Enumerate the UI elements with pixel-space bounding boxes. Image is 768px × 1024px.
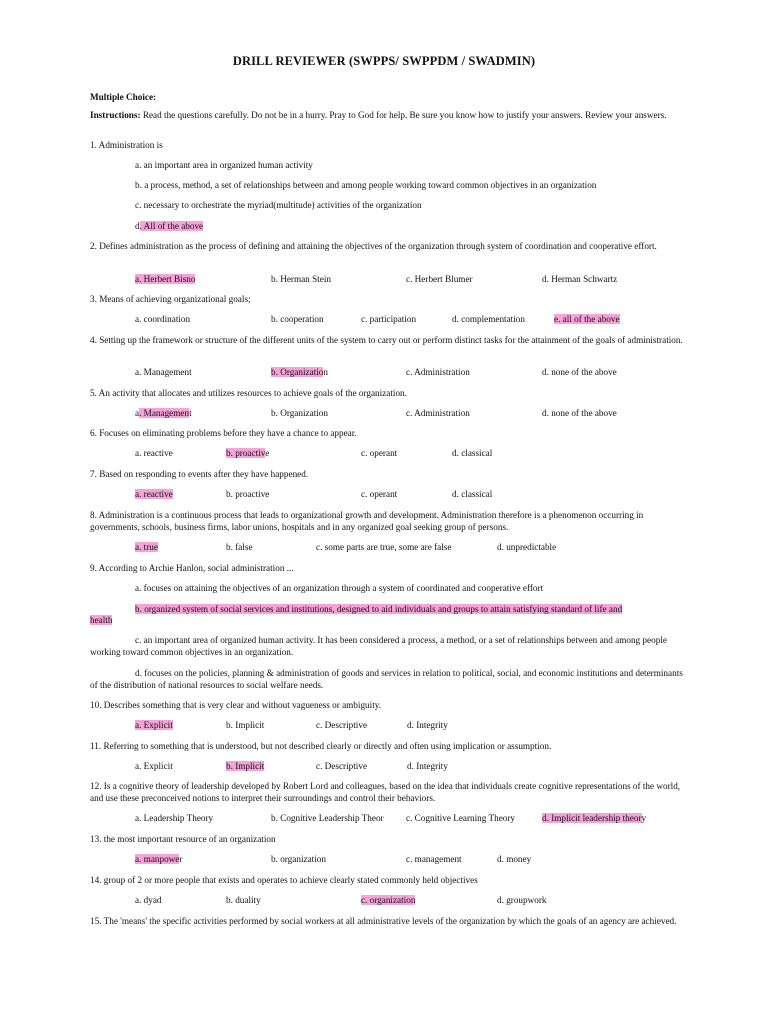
q8-option-b: b. false — [226, 542, 253, 552]
q14-answer-highlight: c. organization — [361, 895, 416, 905]
q9-option-b — [135, 604, 622, 616]
question-13: 13. the most important resource of an organization — [90, 834, 276, 844]
q4-option-b — [271, 367, 328, 379]
question-3: 3. Means of achieving organizational goals; — [90, 294, 251, 304]
q10-option-a — [135, 720, 173, 732]
q3-option-e — [554, 314, 620, 326]
instructions — [90, 110, 690, 122]
q5-option-b: b. Organization — [271, 408, 328, 418]
q3-option-a: a. coordination — [135, 314, 191, 324]
q11-option-c: c. Descriptive — [316, 761, 368, 771]
q12-option-a: a. Leadership Theory — [135, 813, 214, 823]
q12-option-d — [542, 813, 646, 825]
q13-option-c: c. management — [406, 854, 462, 864]
q5-option-a-prefix: a — [135, 408, 140, 418]
q10-option-b: b. Implicit — [226, 720, 265, 730]
instructions-label: Instructions: — [90, 110, 141, 120]
question-12: 12. Is a cognitive theory of leadership developed by Robert Lord and colleagues, based on the idea that individuals create cognitive representations of the world, and use these preconceived notions to interpret their surroundings and control their behaviors. — [90, 781, 681, 803]
question-15: 15. The 'means' the specific activities performed by social workers at all administrative levels of the organization by which the goals of an agency are achieved. — [90, 916, 677, 926]
q10-option-d: d. Integrity — [407, 720, 448, 730]
q13-answer-highlight: a. manpowe — [135, 854, 180, 864]
q8-option-d: d. unpredictable — [497, 542, 557, 552]
q2-answer-highlight: a. Herbert Bisno — [135, 274, 196, 284]
q1-option-c: c. necessary to orchestrate the myriad(multitude) activities of the organization — [135, 200, 422, 210]
q3-option-d: d. complementation — [452, 314, 525, 324]
question-8: 8. Administration is a continuous process that leads to organizational growth and development. Administration therefore is a phenomenon occurring in governments, schools, business firms, labor unions, hospitals and in any organized goal seeking group of persons. — [90, 510, 644, 532]
q6-option-b-suffix: e — [265, 448, 270, 458]
q7-option-c: c. operant — [361, 489, 398, 499]
q4-option-d: d. none of the above — [542, 367, 617, 377]
q5-option-c: c. Administration — [406, 408, 470, 418]
q2-option-a — [135, 274, 195, 286]
q12-option-d-suffix: y — [641, 813, 647, 823]
q5-option-d: d. none of the above — [542, 408, 617, 418]
q8-option-c: c. some parts are true, some are false — [316, 542, 452, 552]
q1-answer-highlight: . All of the above — [139, 221, 204, 231]
q9-answer-highlight: b. organized system of social services and institutions, designed to aid individuals and groups to attain satisfying standard of life and — [135, 604, 623, 614]
q7-option-b: b. proactive — [226, 489, 270, 499]
question-2: 2. Defines administration as the process of defining and attaining the objectives of the organization through system of coordination and cooperative effort. — [90, 241, 657, 251]
q5-answer-highlight: . Managemen — [139, 408, 190, 418]
q4-option-a: a. Management — [135, 367, 192, 377]
q13-option-a — [135, 854, 182, 866]
question-6: 6. Focuses on eliminating problems before they have a chance to appear. — [90, 428, 357, 438]
q1-option-b: b. a process, method, a set of relationships between and among people working toward common objectives in an organization — [135, 180, 597, 190]
q10-answer-highlight: a. Explicit — [135, 720, 173, 730]
q7-option-d: d. classical — [452, 489, 493, 499]
instructions-text: Read the questions carefully. Do not be in a hurry. Pray to God for help. Be sure you know how to justify your answers. Review your answers. — [140, 110, 667, 120]
q2-option-b: b. Herman Stein — [271, 274, 331, 284]
q10-option-c: c. Descriptive — [316, 720, 368, 730]
q4-option-c: c. Administration — [406, 367, 470, 377]
q11-answer-highlight: b. Implicit — [226, 761, 265, 771]
question-9: 9. According to Archie Hanlon, social administration ... — [90, 563, 294, 573]
q3-answer-highlight: e. all of the above — [554, 314, 620, 324]
q13-option-a-suffix: r — [179, 854, 183, 864]
q1-option-d-prefix: d — [135, 221, 140, 231]
q14-option-b: b. duality — [226, 895, 261, 905]
q2-option-d: d. Herman Schwartz — [542, 274, 618, 284]
q11-option-d: d. Integrity — [407, 761, 448, 771]
q14-option-c — [361, 895, 415, 907]
q9-option-c: c. an important area of organized human activity. It has been considered a process, a method, or a set of relationships between and among people working toward common objectives in an organization. — [90, 635, 667, 657]
q11-option-b — [226, 761, 264, 773]
q13-option-d: d. money — [497, 854, 532, 864]
q9-answer-highlight-cont: health — [90, 615, 113, 625]
q2-option-c: c. Herbert Blumer — [406, 274, 473, 284]
page-title: DRILL REVIEWER (SWPPS/ SWPPDM / SWADMIN) — [232, 54, 536, 68]
q14-option-d: d. groupwork — [497, 895, 547, 905]
q12-answer-highlight: d. Implicit leadership theor — [542, 813, 642, 823]
q6-option-b — [226, 448, 269, 460]
section-label: Multiple Choice: — [90, 92, 157, 102]
q3-option-c: c. participation — [361, 314, 417, 324]
question-11: 11. Referring to something that is understood, but not described clearly or directly and often using implication or assumption. — [90, 741, 552, 751]
q5-option-a-suffix: t — [189, 408, 192, 418]
question-5: 5. An activity that allocates and utilizes resources to achieve goals of the organization. — [90, 388, 407, 398]
q6-option-d: d. classical — [452, 448, 493, 458]
q11-option-a: a. Explicit — [135, 761, 173, 771]
q12-option-b: b. Cognitive Leadership Theor — [271, 813, 384, 823]
q6-option-a: a. reactive — [135, 448, 173, 458]
question-4: 4. Setting up the framework or structure of the different units of the system to carry out or perform distinct tasks for the attainment of the goals of administration. — [90, 335, 683, 345]
q8-option-a — [135, 542, 158, 554]
q6-answer-highlight: b. proactiv — [226, 448, 266, 458]
q12-option-c: c. Cognitive Learning Theory — [406, 813, 516, 823]
q14-option-a: a. dyad — [135, 895, 162, 905]
q1-option-a: a. an important area in organized human activity — [135, 160, 313, 170]
q9-option-d: d. focuses on the policies, planning & administration of goods and services in relation to political, social, and economic institutions and determinants of the distribution of national resources to social welfare needs. — [90, 668, 683, 690]
q1-option-d — [135, 221, 203, 233]
q3-option-b: b. cooperation — [271, 314, 324, 324]
q9-option-a: a. focuses on attaining the objectives of an organization through a system of coordinated and cooperative effort — [135, 583, 544, 593]
q4-answer-highlight: b. Organizatio — [271, 367, 324, 377]
q8-answer-highlight: a. true — [135, 542, 158, 552]
question-14: 14. group of 2 or more people that exists and operates to achieve clearly stated commonly held objectives — [90, 875, 478, 885]
question-7: 7. Based on responding to events after they have happened. — [90, 469, 309, 479]
q7-answer-highlight: a. reactive — [135, 489, 173, 499]
q5-option-a — [135, 408, 192, 420]
q9-option-b-continued — [90, 615, 112, 627]
q4-option-b-suffix: n — [323, 367, 328, 377]
question-10: 10. Describes something that is very clear and without vagueness or ambiguity. — [90, 700, 382, 710]
question-1: 1. Administration is — [90, 140, 163, 150]
q6-option-c: c. operant — [361, 448, 398, 458]
q13-option-b: b. organization — [271, 854, 326, 864]
q7-option-a — [135, 489, 173, 501]
